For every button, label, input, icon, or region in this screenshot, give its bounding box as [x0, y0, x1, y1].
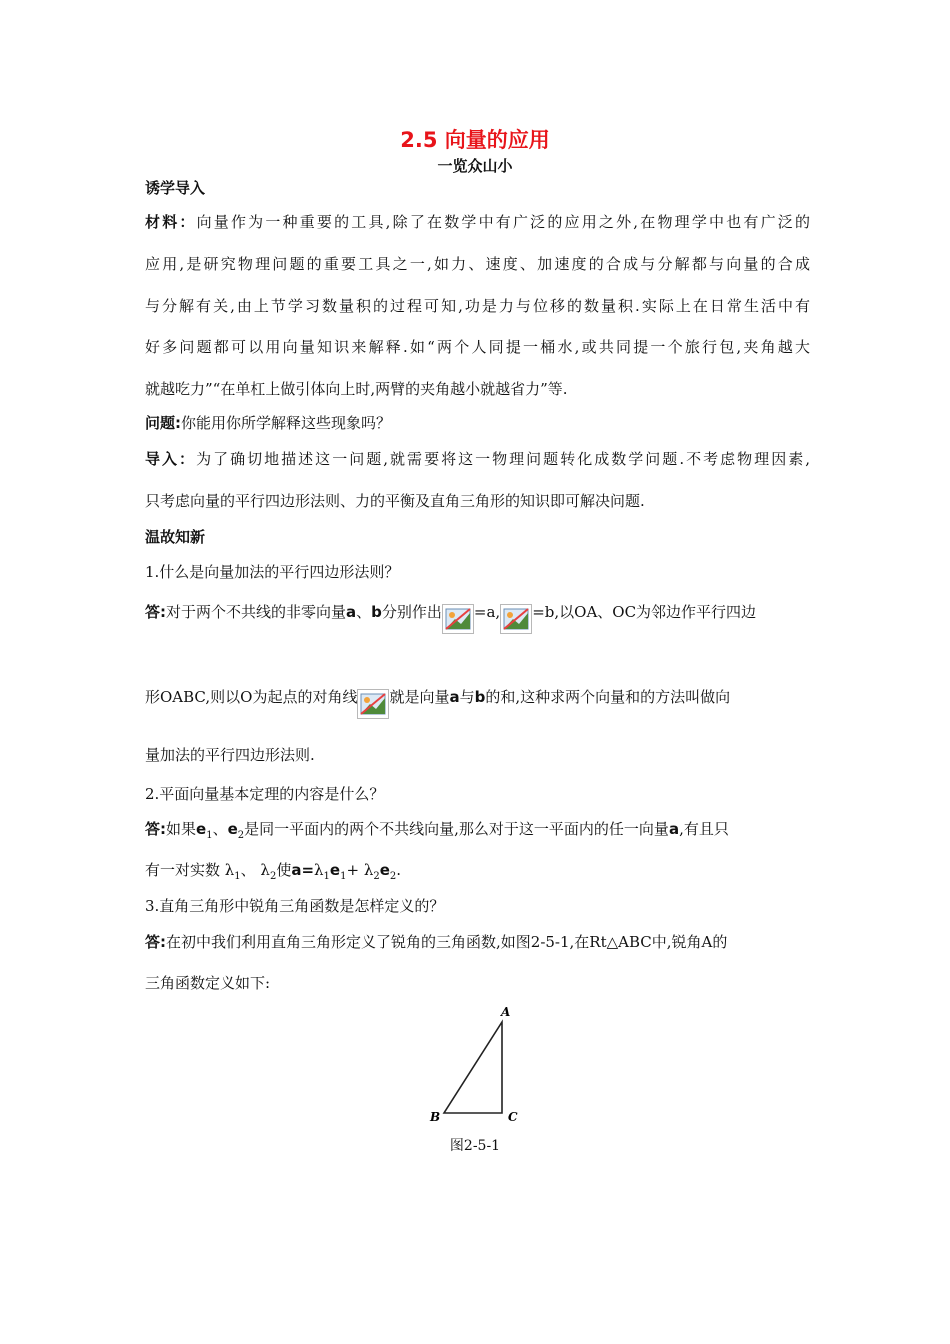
material-line-4: 好多问题都可以用向量知识来解释.如“两个人同提一桶水,或共同提一个旅行包,夹角越大 [145, 338, 810, 356]
page-subtitle: 一览众山小 [437, 157, 513, 175]
answer-3-line-1: 答:在初中我们利用直角三角形定义了锐角的三角函数,如图2-5-1,在Rt△ABC中,锐角A的 [145, 933, 728, 951]
answer-1-line-1: 答:对于两个不共线的非零向量a、b分别作出 =a, =b,以OA、OC为邻边作平行四边 [145, 598, 810, 628]
vertex-label-b: B [430, 1110, 441, 1124]
answer-2-line-1: 答:如果$e_1$、$e_2$是同一平面内的两个不共线向量,那么对于这一平面内的任一向量a,有且只 [145, 820, 729, 841]
section-heading-review: 温故知新 [145, 528, 206, 546]
vector-ob-image-icon [357, 689, 389, 719]
vector-oc-image-icon [500, 604, 532, 634]
intro-line-2: 只考虑向量的平行四边形法则、力的平衡及直角三角形的知识即可解决问题. [145, 492, 645, 510]
material-label: 材料： [145, 213, 197, 231]
answer-3-line-2: 三角函数定义如下: [145, 974, 271, 992]
question-2: 2.平面向量基本定理的内容是什么？ [145, 785, 385, 803]
triangle-shape [444, 1022, 502, 1113]
material-line-2: 应用,是研究物理问题的重要工具之一,如力、速度、加速度的合成与分解都与向量的合成 [145, 255, 810, 273]
figure-caption: 图2-5-1 [449, 1138, 501, 1154]
material-line-3: 与分解有关,由上节学习数量积的过程可知,功是力与位移的数量积.实际上在日常生活中有 [145, 297, 810, 315]
question-1: 1.什么是向量加法的平行四边形法则？ [145, 563, 400, 581]
page-title: 2.5 向量的应用 [400, 128, 550, 152]
answer-1-line-3: 量加法的平行四边形法则. [145, 746, 315, 764]
question-3: 3.直角三角形中锐角三角函数是怎样定义的？ [145, 897, 445, 915]
vertex-label-c: C [508, 1110, 518, 1124]
answer-2-line-2: 有一对实数 $\lambda_1$、 $\lambda_2$使$a=\lambda_1e_1+ \lambda_2e_2$. [145, 861, 402, 882]
question-label: 问题: [145, 414, 181, 432]
vector-oa-image-icon [442, 604, 474, 634]
vertex-label-a: A [501, 1005, 511, 1019]
intro-line-1: 导入：为了确切地描述这一问题,就需要将这一物理问题转化成数学问题.不考虑物理因素, [145, 450, 810, 468]
question-line: 问题:你能用你所学解释这些现象吗？ [145, 414, 392, 432]
answer-label: 答: [145, 603, 166, 621]
material-line-5: 就越吃力”“在单杠上做引体向上时,两臂的夹角越小就越省力”等. [145, 380, 568, 398]
right-triangle-figure [420, 1000, 530, 1130]
intro-label: 导入： [145, 450, 197, 468]
answer-1-line-2: 形OABC,则以O为起点的对角线 就是向量a与b的和,这种求两个向量和的方法叫做向 [145, 683, 810, 713]
section-heading-intro: 诱学导入 [145, 179, 206, 197]
material-line-1: 材料：向量作为一种重要的工具,除了在数学中有广泛的应用之外,在物理学中也有广泛的 [145, 213, 810, 231]
